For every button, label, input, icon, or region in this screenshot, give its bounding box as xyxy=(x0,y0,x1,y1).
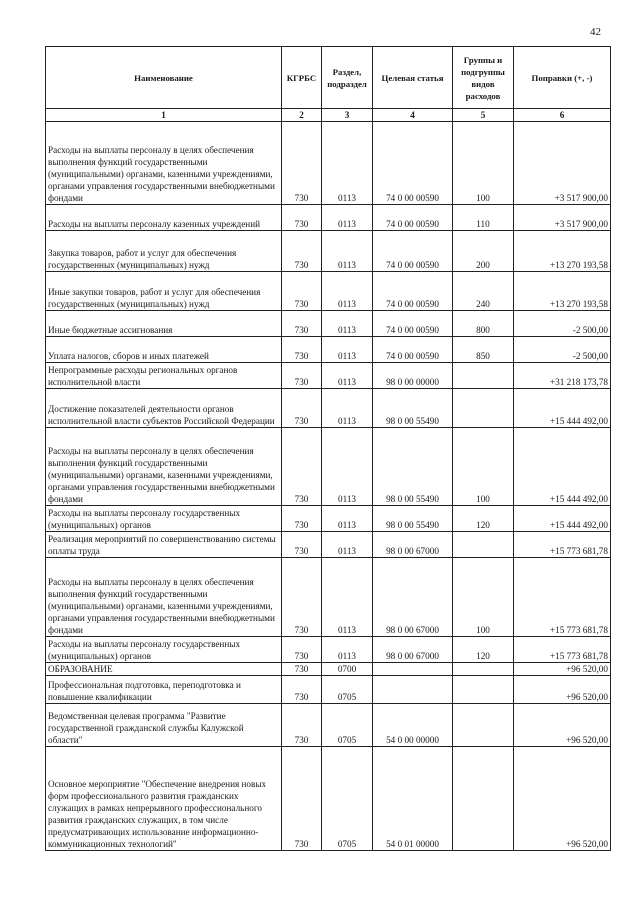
page-number: 42 xyxy=(590,26,601,38)
row-section: 0113 xyxy=(322,428,373,506)
table-row xyxy=(46,428,611,506)
row-name: Расходы на выплаты персоналу государственных (муниципальных) органов xyxy=(46,637,282,663)
table-row xyxy=(46,637,611,663)
row-group: 120 xyxy=(453,506,514,532)
row-target: 98 0 00 55490 xyxy=(373,389,453,428)
row-target: 54 0 01 00000 xyxy=(373,747,453,851)
row-section: 0113 xyxy=(322,506,373,532)
row-kgrbs: 730 xyxy=(282,558,322,637)
row-amount: +15 444 492,00 xyxy=(514,428,611,506)
row-name: ОБРАЗОВАНИЕ xyxy=(46,663,282,676)
row-section: 0113 xyxy=(322,311,373,337)
table-row xyxy=(46,205,611,231)
row-group xyxy=(453,704,514,747)
row-target: 74 0 00 00590 xyxy=(373,231,453,272)
row-amount: +96 520,00 xyxy=(514,747,611,851)
row-group xyxy=(453,389,514,428)
budget-amendments-table xyxy=(45,46,611,851)
table-row xyxy=(46,704,611,747)
row-amount: -2 500,00 xyxy=(514,311,611,337)
row-target xyxy=(373,676,453,704)
table-row xyxy=(46,311,611,337)
row-target: 74 0 00 00590 xyxy=(373,205,453,231)
table-row xyxy=(46,663,611,676)
row-target: 98 0 00 55490 xyxy=(373,428,453,506)
row-kgrbs: 730 xyxy=(282,663,322,676)
table-row xyxy=(46,363,611,389)
row-group: 800 xyxy=(453,311,514,337)
row-kgrbs: 730 xyxy=(282,637,322,663)
row-name: Иные закупки товаров, работ и услуг для обеспечения государственных (муниципальных) нужд xyxy=(46,272,282,311)
row-name: Основное мероприятие "Обеспечение внедрения новых форм профессионального развития гражданских служащих в рамках непрерывного профессионального развития гражданских служащих, в том числе предусматривающих использование информационно-коммуникационных технологий" xyxy=(46,747,282,851)
row-target: 98 0 00 67000 xyxy=(373,532,453,558)
table-row xyxy=(46,122,611,205)
row-amount: +15 773 681,78 xyxy=(514,558,611,637)
row-section: 0113 xyxy=(322,122,373,205)
header-row xyxy=(46,47,611,109)
row-section: 0700 xyxy=(322,663,373,676)
row-group xyxy=(453,363,514,389)
header-amendments: Поправки (+, -) xyxy=(514,47,611,109)
row-group: 240 xyxy=(453,272,514,311)
row-target: 54 0 00 00000 xyxy=(373,704,453,747)
row-amount: +15 773 681,78 xyxy=(514,532,611,558)
column-number: 2 xyxy=(282,109,322,122)
row-name: Расходы на выплаты персоналу в целях обеспечения выполнения функций государственными (муниципальными) органами, казенными учреждениями, органами управления государственными внебюджетными фондами xyxy=(46,558,282,637)
header-target: Целевая статья xyxy=(373,47,453,109)
row-target: 74 0 00 00590 xyxy=(373,272,453,311)
row-group: 100 xyxy=(453,122,514,205)
row-section: 0113 xyxy=(322,272,373,311)
row-name: Достижение показателей деятельности органов исполнительной власти субъектов Российской Федерации xyxy=(46,389,282,428)
row-amount: +3 517 900,00 xyxy=(514,205,611,231)
table-row xyxy=(46,337,611,363)
column-number: 1 xyxy=(46,109,282,122)
row-group: 110 xyxy=(453,205,514,231)
row-amount: +3 517 900,00 xyxy=(514,122,611,205)
row-name: Реализация мероприятий по совершенствованию системы оплаты труда xyxy=(46,532,282,558)
row-name: Иные бюджетные ассигнования xyxy=(46,311,282,337)
row-amount: -2 500,00 xyxy=(514,337,611,363)
row-name: Расходы на выплаты персоналу государственных (муниципальных) органов xyxy=(46,506,282,532)
column-number: 3 xyxy=(322,109,373,122)
row-group: 850 xyxy=(453,337,514,363)
row-group xyxy=(453,747,514,851)
row-group: 120 xyxy=(453,637,514,663)
row-amount: +13 270 193,58 xyxy=(514,272,611,311)
row-target: 98 0 00 67000 xyxy=(373,558,453,637)
table-row xyxy=(46,532,611,558)
row-section: 0113 xyxy=(322,337,373,363)
row-target: 98 0 00 67000 xyxy=(373,637,453,663)
row-group: 100 xyxy=(453,558,514,637)
row-amount: +96 520,00 xyxy=(514,676,611,704)
row-section: 0113 xyxy=(322,637,373,663)
row-group xyxy=(453,663,514,676)
row-kgrbs: 730 xyxy=(282,389,322,428)
row-amount: +31 218 173,78 xyxy=(514,363,611,389)
row-target: 74 0 00 00590 xyxy=(373,337,453,363)
table-row xyxy=(46,231,611,272)
row-name: Расходы на выплаты персоналу казенных учреждений xyxy=(46,205,282,231)
table-row xyxy=(46,506,611,532)
column-number: 6 xyxy=(514,109,611,122)
row-section: 0113 xyxy=(322,363,373,389)
column-number-row xyxy=(46,109,611,122)
row-kgrbs: 730 xyxy=(282,704,322,747)
row-kgrbs: 730 xyxy=(282,428,322,506)
row-amount: +96 520,00 xyxy=(514,663,611,676)
table-row xyxy=(46,747,611,851)
row-amount: +15 444 492,00 xyxy=(514,506,611,532)
row-kgrbs: 730 xyxy=(282,506,322,532)
row-section: 0705 xyxy=(322,704,373,747)
row-name: Закупка товаров, работ и услуг для обеспечения государственных (муниципальных) нужд xyxy=(46,231,282,272)
row-group: 200 xyxy=(453,231,514,272)
row-kgrbs: 730 xyxy=(282,676,322,704)
row-section: 0113 xyxy=(322,389,373,428)
table-row xyxy=(46,272,611,311)
row-kgrbs: 730 xyxy=(282,532,322,558)
table-row xyxy=(46,558,611,637)
row-amount: +13 270 193,58 xyxy=(514,231,611,272)
row-name: Профессиональная подготовка, переподготовка и повышение квалификации xyxy=(46,676,282,704)
header-name: Наименование xyxy=(46,47,282,109)
row-name: Ведомственная целевая программа "Развитие государственной гражданской службы Калужской области" xyxy=(46,704,282,747)
table-row xyxy=(46,389,611,428)
row-kgrbs: 730 xyxy=(282,272,322,311)
row-name: Расходы на выплаты персоналу в целях обеспечения выполнения функций государственными (муниципальными) органами, казенными учреждениями, органами управления государственными внебюджетными фондами xyxy=(46,122,282,205)
row-kgrbs: 730 xyxy=(282,311,322,337)
column-number: 4 xyxy=(373,109,453,122)
header-section: Раздел, подраздел xyxy=(322,47,373,109)
row-group xyxy=(453,532,514,558)
row-section: 0113 xyxy=(322,558,373,637)
row-target: 74 0 00 00590 xyxy=(373,122,453,205)
column-number: 5 xyxy=(453,109,514,122)
row-section: 0705 xyxy=(322,676,373,704)
row-amount: +15 773 681,78 xyxy=(514,637,611,663)
table-row xyxy=(46,676,611,704)
row-target: 98 0 00 00000 xyxy=(373,363,453,389)
row-amount: +15 444 492,00 xyxy=(514,389,611,428)
header-groups: Группы и подгруппы видов расходов xyxy=(453,47,514,109)
row-section: 0113 xyxy=(322,205,373,231)
row-group xyxy=(453,676,514,704)
row-target: 98 0 00 55490 xyxy=(373,506,453,532)
row-kgrbs: 730 xyxy=(282,747,322,851)
row-group: 100 xyxy=(453,428,514,506)
row-name: Непрограммные расходы региональных органов исполнительной власти xyxy=(46,363,282,389)
row-kgrbs: 730 xyxy=(282,363,322,389)
row-kgrbs: 730 xyxy=(282,337,322,363)
row-section: 0113 xyxy=(322,231,373,272)
row-target xyxy=(373,663,453,676)
row-kgrbs: 730 xyxy=(282,205,322,231)
row-kgrbs: 730 xyxy=(282,122,322,205)
row-name: Уплата налогов, сборов и иных платежей xyxy=(46,337,282,363)
row-section: 0113 xyxy=(322,532,373,558)
row-kgrbs: 730 xyxy=(282,231,322,272)
row-section: 0705 xyxy=(322,747,373,851)
header-kgrbs: КГРБС xyxy=(282,47,322,109)
row-amount: +96 520,00 xyxy=(514,704,611,747)
row-name: Расходы на выплаты персоналу в целях обеспечения выполнения функций государственными (муниципальными) органами, казенными учреждениями, органами управления государственными внебюджетными фондами xyxy=(46,428,282,506)
row-target: 74 0 00 00590 xyxy=(373,311,453,337)
